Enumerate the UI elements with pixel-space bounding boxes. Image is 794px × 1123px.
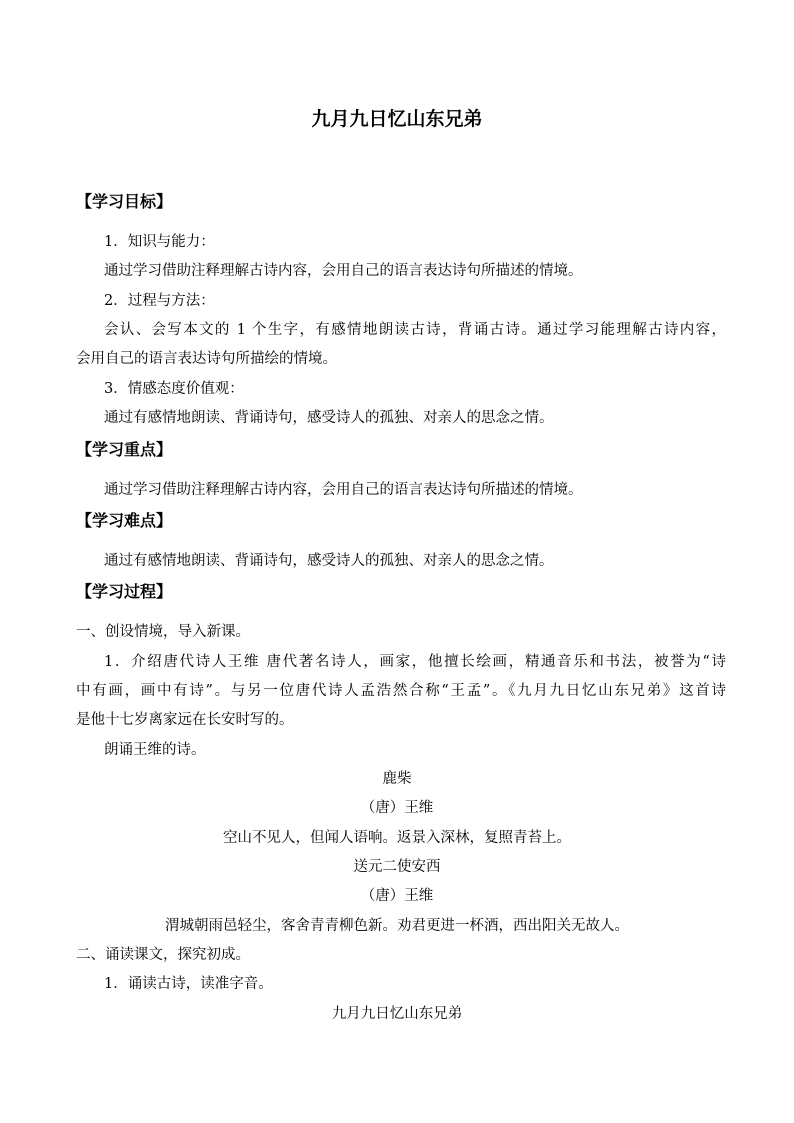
intro-line-2: 中有画，画中有诗”。与另一位唐代诗人孟浩然合称“王孟”。《九月九日忆山东兄弟》这首诗 xyxy=(76,683,726,699)
poem-1-title: 鹿柴 xyxy=(382,771,412,787)
goal-item-3-label: 3．情感态度价值观： xyxy=(104,381,244,397)
goal-item-1-label: 1．知识与能力： xyxy=(104,234,215,250)
difficulties-text: 通过有感情地朗读、背诵诗句，感受诗人的孤独、对亲人的思念之情。 xyxy=(104,553,554,569)
poem-1-author: （唐）王维 xyxy=(360,800,434,816)
goal-item-2-text-line-2: 会用自己的语言表达诗句所描绘的情境。 xyxy=(76,351,337,367)
goal-item-2-text-line-1: 会认、会写本文的 1 个生字，有感情地朗读古诗，背诵古诗。通过学习能理解古诗内容， xyxy=(104,322,726,338)
process-part-2-title: 二、诵读课文，探究初成。 xyxy=(76,947,250,963)
recite-instruction: 朗诵王维的诗。 xyxy=(104,742,206,758)
key-points-text: 通过学习借助注释理解古诗内容，会用自己的语言表达诗句所描述的情境。 xyxy=(104,482,583,498)
poem-2-text: 渭城朝雨邑轻尘，客舍青青柳色新。劝君更进一杯酒，西出阳关无故人。 xyxy=(165,918,629,934)
intro-line-1: 1．介绍唐代诗人王维 唐代著名诗人，画家，他擅长绘画，精通音乐和书法，被誉为“诗 xyxy=(104,654,726,670)
poem-1-text: 空山不见人，但闻人语响。返景入深林，复照青苔上。 xyxy=(223,830,571,846)
intro-line-3: 是他十七岁离家远在长安时写的。 xyxy=(76,712,294,728)
poem-3-title: 九月九日忆山东兄弟 xyxy=(331,1006,463,1022)
goal-item-3-text: 通过有感情地朗读、背诵诗句，感受诗人的孤独、对亲人的思念之情。 xyxy=(104,410,554,426)
heading-key-points: 【学习重点】 xyxy=(76,440,173,459)
goal-item-1-text: 通过学习借助注释理解古诗内容，会用自己的语言表达诗句所描述的情境。 xyxy=(104,263,583,279)
process-part-1-title: 一、创设情境，导入新课。 xyxy=(76,624,250,640)
page-title: 九月九日忆山东兄弟 xyxy=(311,108,483,130)
poem-2-title: 送元二使安西 xyxy=(353,859,441,875)
heading-difficulties: 【学习难点】 xyxy=(76,511,173,530)
poem-2-author: （唐）王维 xyxy=(360,888,434,904)
goal-item-2-label: 2．过程与方法： xyxy=(104,293,215,309)
heading-learning-goals: 【学习目标】 xyxy=(76,192,173,211)
heading-learning-process: 【学习过程】 xyxy=(76,582,173,601)
process-part-2-item-1: 1．诵读古诗，读准字音。 xyxy=(104,976,273,992)
